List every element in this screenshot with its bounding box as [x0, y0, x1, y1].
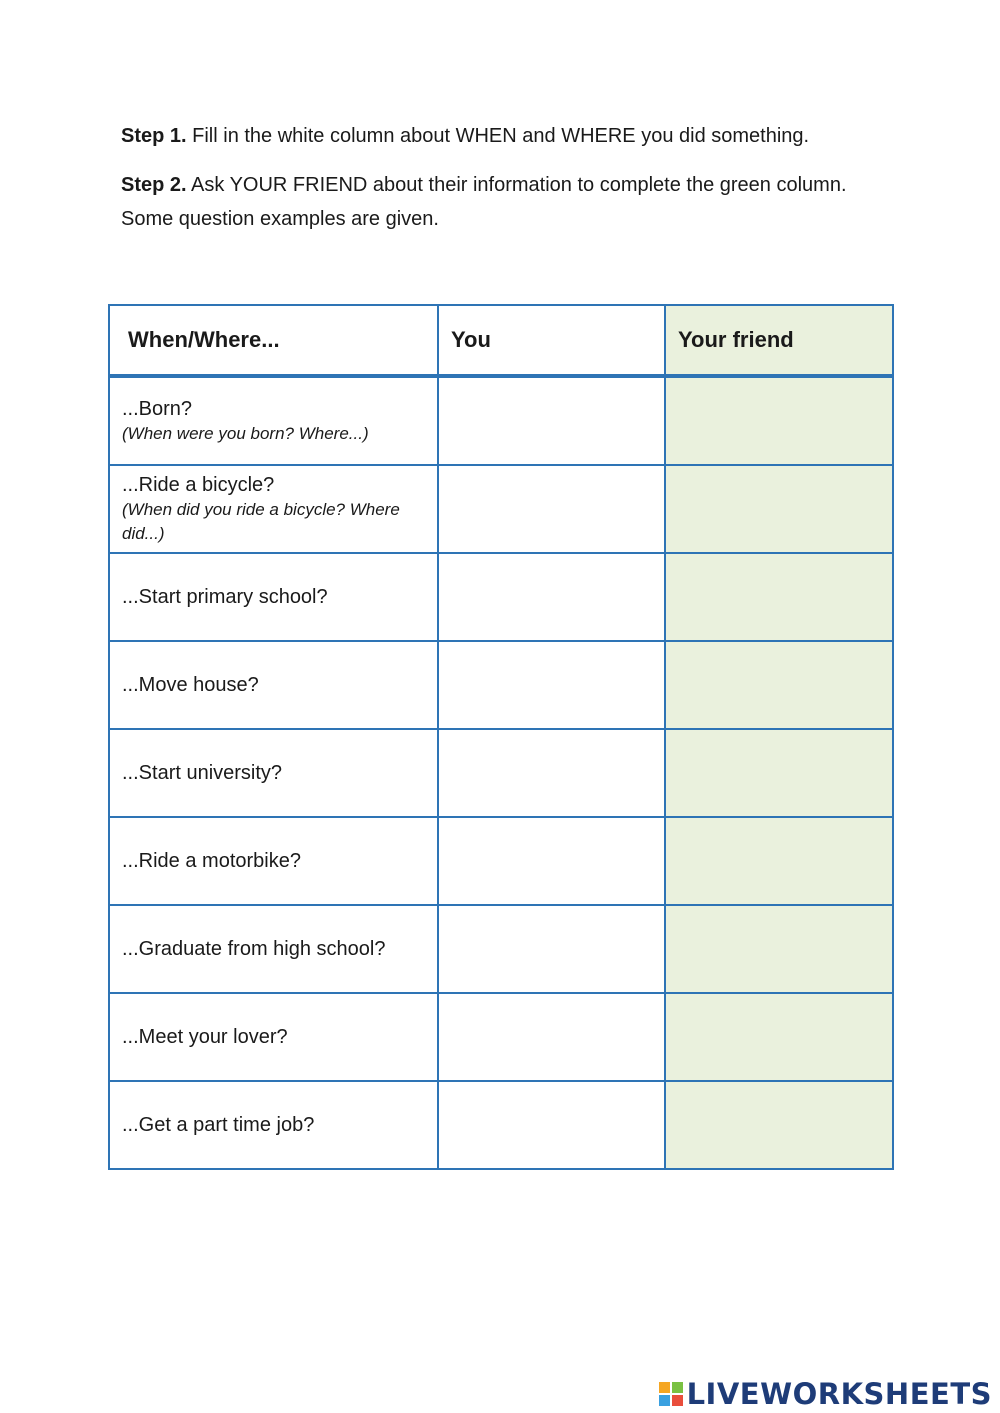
- worksheet-table: [108, 304, 894, 1170]
- question-text: ...Born?: [122, 398, 193, 420]
- question-cell: [109, 1081, 438, 1169]
- question-cell: [109, 376, 438, 465]
- table-row: [109, 993, 893, 1081]
- you-answer-cell[interactable]: [438, 641, 665, 729]
- you-answer-cell[interactable]: [438, 376, 665, 465]
- table-row: [109, 729, 893, 817]
- friend-answer-cell[interactable]: [665, 465, 893, 553]
- table-row: [109, 641, 893, 729]
- question-text: ...Start university?: [122, 762, 283, 784]
- question-cell: [109, 729, 438, 817]
- you-answer-cell[interactable]: [438, 905, 665, 993]
- instruction-step-2: [121, 168, 881, 236]
- friend-answer-cell[interactable]: [665, 905, 893, 993]
- header-your-friend: Your friend: [665, 305, 893, 376]
- question-text: ...Get a part time job?: [122, 1114, 315, 1136]
- you-answer-cell[interactable]: [438, 729, 665, 817]
- table-row: [109, 376, 893, 465]
- header-you: You: [438, 305, 665, 376]
- header-when-where: When/Where...: [109, 305, 438, 376]
- question-text: ...Start primary school?: [122, 586, 328, 608]
- friend-answer-cell[interactable]: [665, 376, 893, 465]
- question-text: ...Meet your lover?: [122, 1026, 288, 1048]
- table-row: [109, 905, 893, 993]
- step-1-label: Step 1.: [121, 125, 187, 147]
- question-text: ...Ride a motorbike?: [122, 850, 301, 872]
- logo-icon: [659, 1382, 683, 1406]
- table-row: [109, 553, 893, 641]
- question-text: ...Move house?: [122, 674, 259, 696]
- question-cell: [109, 905, 438, 993]
- header-row: [109, 305, 893, 376]
- friend-answer-cell[interactable]: [665, 641, 893, 729]
- you-answer-cell[interactable]: [438, 1081, 665, 1169]
- you-answer-cell[interactable]: [438, 817, 665, 905]
- you-answer-cell[interactable]: [438, 553, 665, 641]
- step-2-text: Ask YOUR FRIEND about their information to complete the green column. Some question examples are given.: [121, 174, 847, 230]
- instruction-step-1: [121, 119, 881, 153]
- table-row: [109, 1081, 893, 1169]
- step-1-text: Fill in the white column about WHEN and WHERE you did something.: [192, 125, 810, 147]
- question-text: ...Graduate from high school?: [122, 938, 386, 960]
- friend-answer-cell[interactable]: [665, 553, 893, 641]
- liveworksheets-logo: [659, 1377, 992, 1411]
- friend-answer-cell[interactable]: [665, 1081, 893, 1169]
- you-answer-cell[interactable]: [438, 993, 665, 1081]
- question-cell: [109, 465, 438, 553]
- friend-answer-cell[interactable]: [665, 993, 893, 1081]
- question-cell: [109, 553, 438, 641]
- step-2-label: Step 2.: [121, 174, 187, 196]
- friend-answer-cell[interactable]: [665, 729, 893, 817]
- you-answer-cell[interactable]: [438, 465, 665, 553]
- question-cell: [109, 817, 438, 905]
- question-cell: [109, 641, 438, 729]
- question-example: (When were you born? Where...): [122, 424, 369, 443]
- question-cell: [109, 993, 438, 1081]
- question-example: (When did you ride a bicycle? Where did...): [122, 500, 400, 543]
- friend-answer-cell[interactable]: [665, 817, 893, 905]
- logo-text: LIVEWORKSHEETS: [686, 1377, 992, 1411]
- table-row: [109, 817, 893, 905]
- table-row: [109, 465, 893, 553]
- question-text: ...Ride a bicycle?: [122, 474, 275, 496]
